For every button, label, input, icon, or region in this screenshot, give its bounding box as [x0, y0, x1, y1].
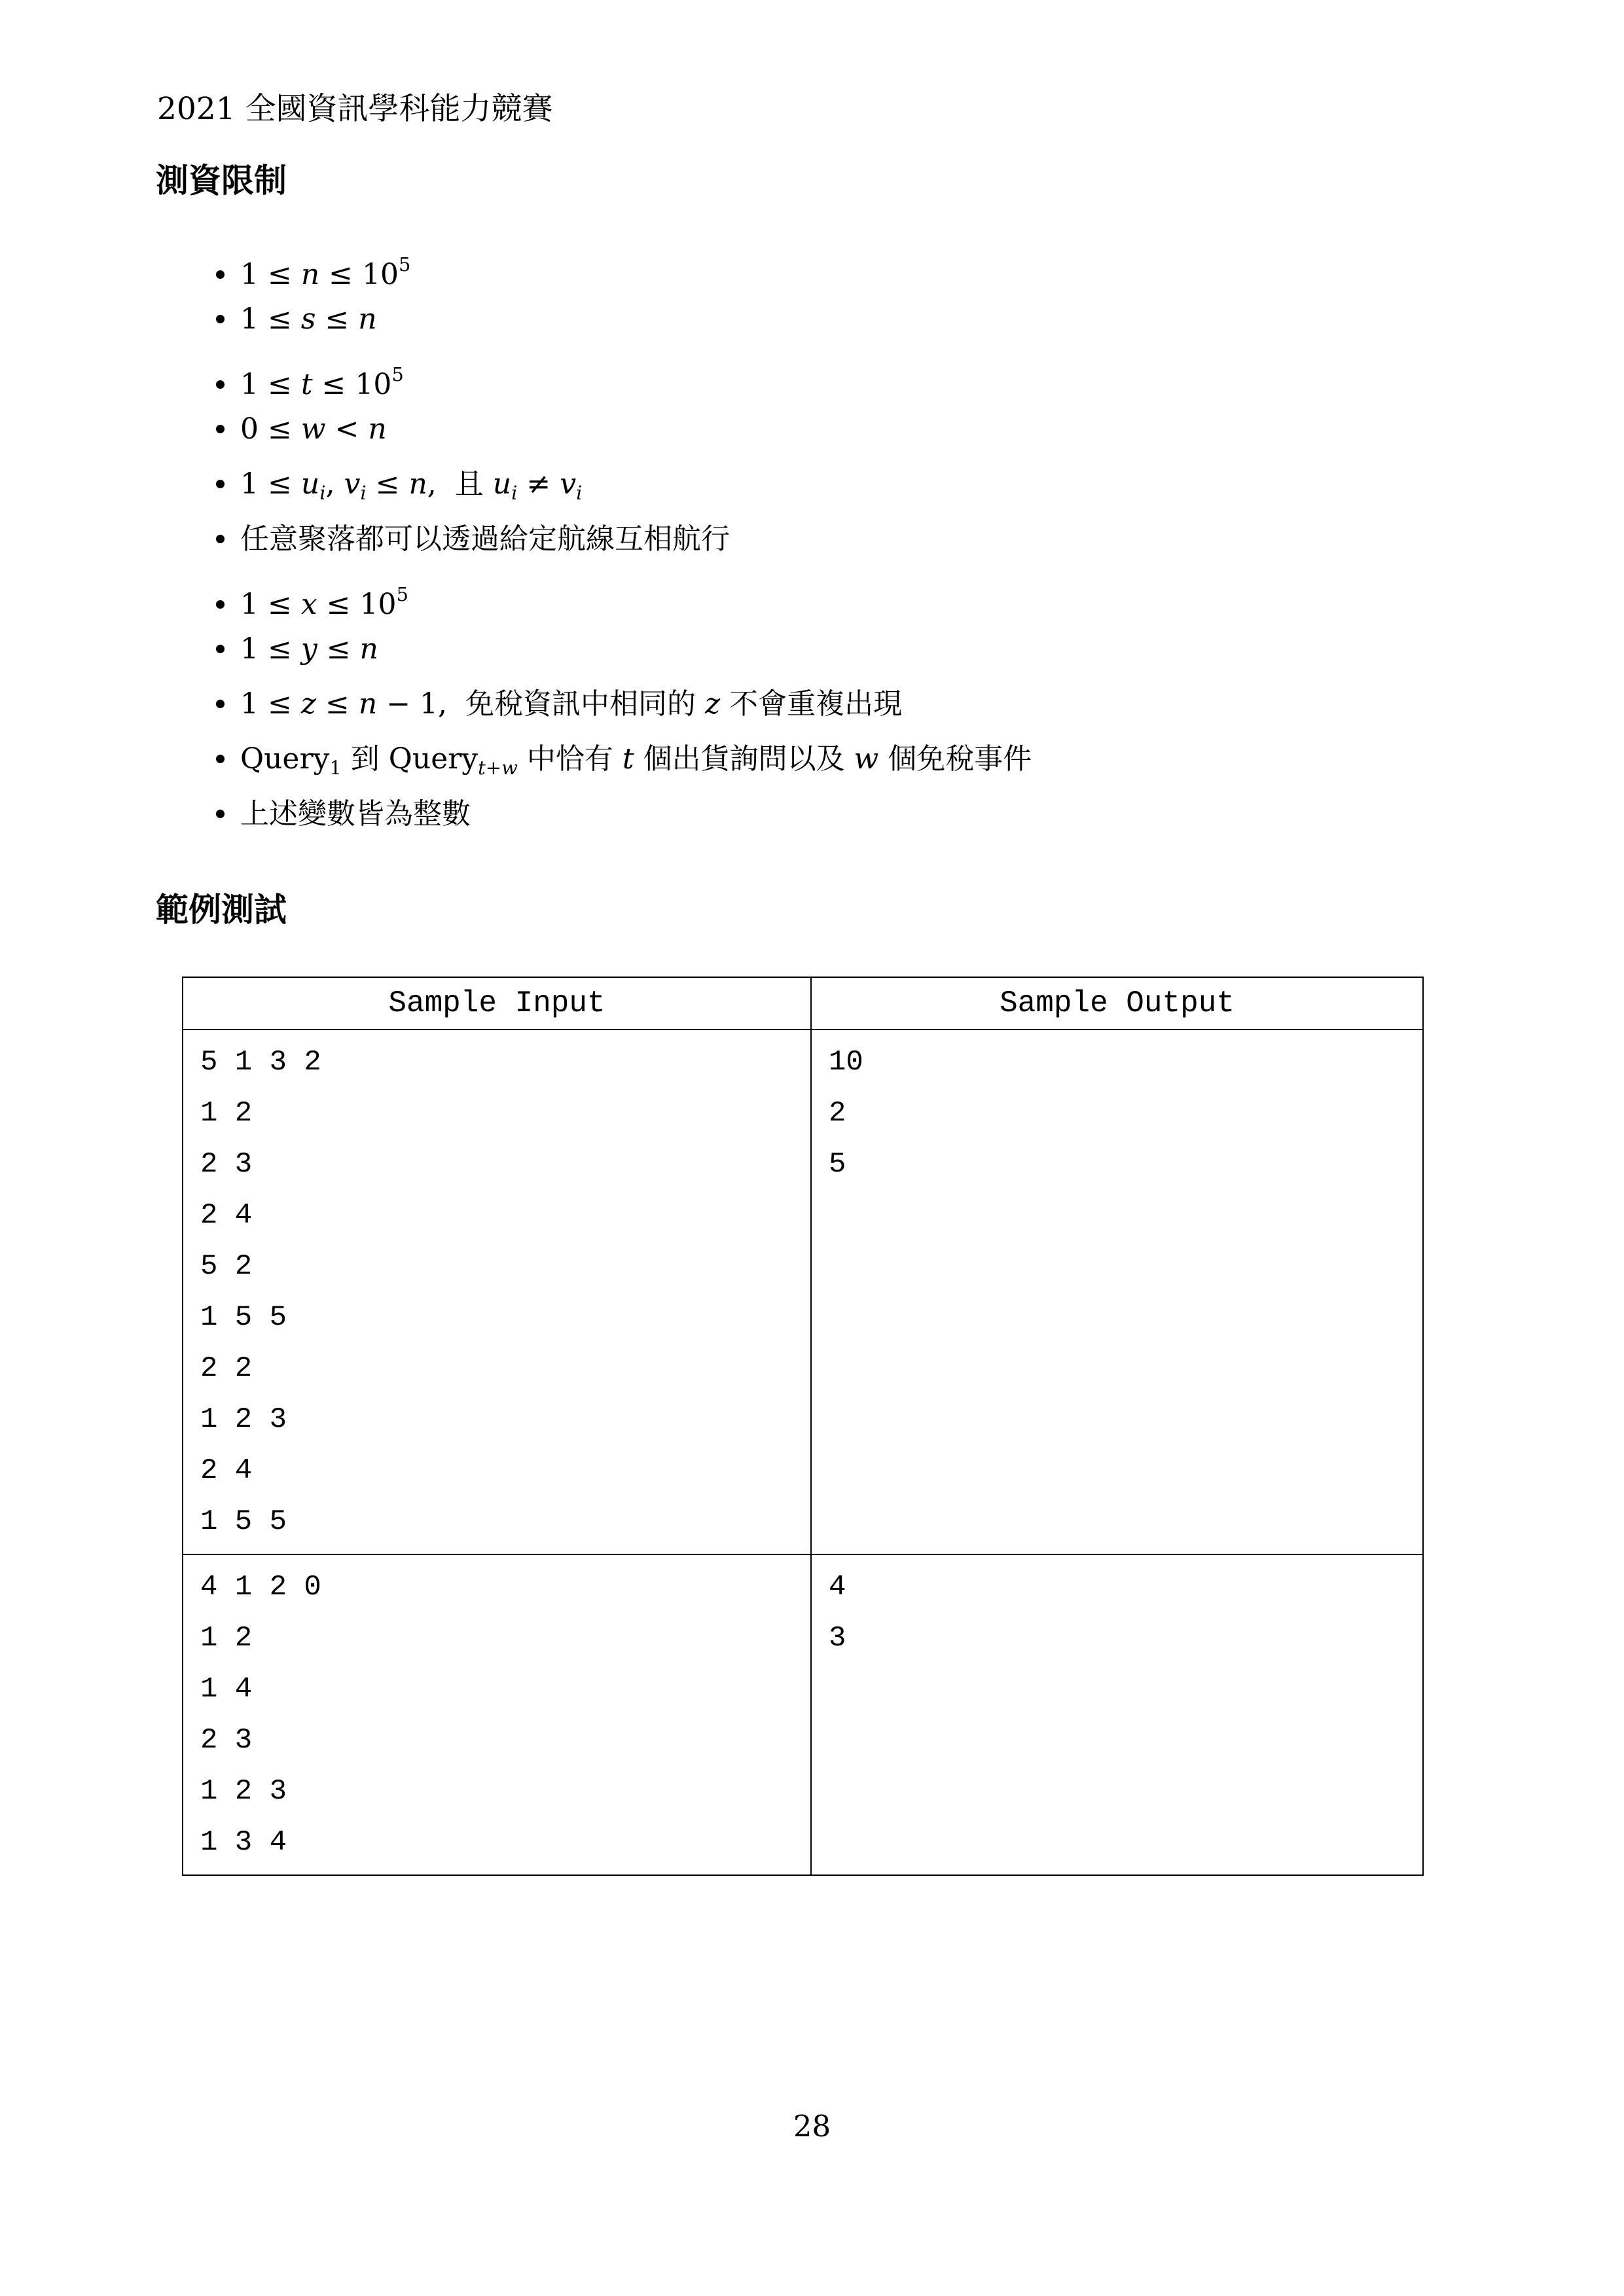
input-line: 1 5 5 — [200, 1301, 287, 1334]
output-line: 2 — [829, 1097, 846, 1130]
constraint-item: $1 \le x \le 10^5$ — [216, 567, 1032, 622]
constraint-item: $1 \le n \le 10^5$ — [216, 237, 1032, 292]
input-line: 5 1 3 2 — [200, 1046, 321, 1079]
input-line: 2 4 — [200, 1199, 253, 1232]
input-line: 2 3 — [200, 1724, 253, 1757]
constraint-item: 0 ≤ w < n — [216, 402, 1032, 457]
input-line: 4 1 2 0 — [200, 1571, 321, 1604]
input-line: 1 3 4 — [200, 1826, 287, 1859]
sample-table-header-row — [183, 977, 1423, 1030]
constraint-item: 上述變數皆為整數 — [216, 787, 1032, 842]
output-line: 10 — [829, 1046, 863, 1079]
output-line: 5 — [829, 1148, 846, 1181]
sample-output-cell — [811, 1030, 1423, 1554]
output-line: 3 — [829, 1622, 846, 1655]
sample-input-cell — [183, 1554, 811, 1875]
input-line: 2 3 — [200, 1148, 253, 1181]
input-line: 1 2 3 — [200, 1775, 287, 1808]
input-line: 2 2 — [200, 1352, 253, 1385]
sample-test-table — [182, 977, 1424, 1876]
sample-output-cell — [811, 1554, 1423, 1875]
constraint-item: Query$_1$ 到 Query$_{t+w}$ 中恰有 t 個出貨詢問以及 w 個免稅事件 — [216, 732, 1032, 787]
input-line: 5 2 — [200, 1250, 253, 1283]
input-line: 2 4 — [200, 1454, 253, 1487]
constraint-item: $1 \le t \le 10^5$ — [216, 347, 1032, 402]
samples-section-heading: 範例測試 — [156, 891, 287, 928]
constraints-section-heading: 測資限制 — [156, 162, 287, 199]
constraint-item: 1 ≤ s ≤ n — [216, 292, 1032, 347]
constraint-item: 任意聚落都可以透過給定航線互相航行 — [216, 512, 1032, 567]
constraint-item: 1 ≤ y ≤ n — [216, 622, 1032, 677]
sample-input-cell — [183, 1030, 811, 1554]
constraint-item: 1 ≤ z ≤ n − 1, 免稅資訊中相同的 z 不會重複出現 — [216, 677, 1032, 732]
output-line: 4 — [829, 1571, 846, 1604]
input-line: 1 2 — [200, 1622, 253, 1655]
constraints-list — [216, 237, 1032, 842]
input-line: 1 2 3 — [200, 1403, 287, 1436]
sample-test-row — [183, 1030, 1423, 1554]
sample-test-row — [183, 1554, 1423, 1875]
document-header-title: 2021 全國資訊學科能力競賽 — [157, 91, 553, 127]
input-line: 1 2 — [200, 1097, 253, 1130]
constraint-item: $1 \le u_i$, $v_i \le n$, 且 $u_i \ne v_i$ — [216, 457, 1032, 512]
sample-input-header: Sample Input — [183, 977, 811, 1030]
sample-output-header: Sample Output — [811, 977, 1423, 1030]
page-number: 28 — [793, 2109, 831, 2144]
input-line: 1 5 5 — [200, 1505, 287, 1538]
input-line: 1 4 — [200, 1673, 253, 1706]
